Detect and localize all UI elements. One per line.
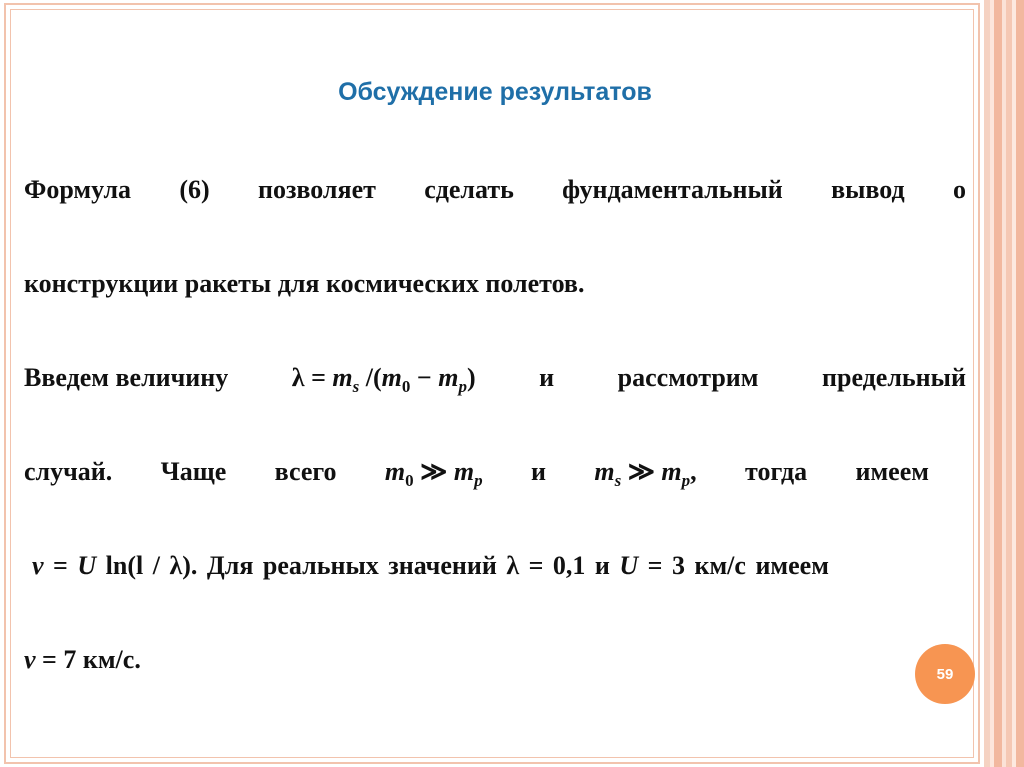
word: сделать [424, 175, 514, 204]
word-have: имеем [855, 457, 929, 486]
inequality-1: $m_0$ ≫ $m_p$ [384, 457, 483, 490]
page-number-badge: 59 [915, 644, 975, 704]
decorative-stripes [984, 0, 1024, 767]
slide-title: Обсуждение результатов [338, 78, 652, 106]
word-consider: рассмотрим [617, 363, 759, 392]
result-line: v = 7 км/с. [24, 645, 141, 674]
inequality-2: $m_s$ ≫ $m_p$, [594, 457, 697, 490]
word: Формула [24, 175, 132, 204]
word: позволяет [257, 175, 376, 204]
word: вывод [831, 175, 905, 204]
paragraph-1-line-2: конструкции ракеты для космических полетов. [24, 269, 585, 298]
paragraph-2-line-1 [24, 362, 966, 403]
word-case: случай. [24, 457, 113, 486]
word-and-2: и [530, 457, 546, 486]
lambda-definition: $\lambda = m_s$ $/(m_0 - m_p)$ [291, 363, 476, 396]
word-and: и [539, 363, 555, 392]
word: (6) [179, 175, 210, 204]
paragraph-2-line-2 [24, 456, 929, 497]
word-limit: предельный [822, 363, 966, 392]
word: фундаментальный [562, 175, 783, 204]
intro-text: Введем величину [24, 363, 229, 392]
word-all: всего [274, 457, 337, 486]
word-most: Чаще [160, 457, 227, 486]
word-then: тогда [745, 457, 808, 486]
word: о [952, 175, 966, 204]
paragraph-1-line-1 [24, 174, 966, 206]
formula-line: v = U ln(l / λ). Для реальных значений λ = 0,1 и U = 3 км/с имеем [32, 551, 829, 580]
